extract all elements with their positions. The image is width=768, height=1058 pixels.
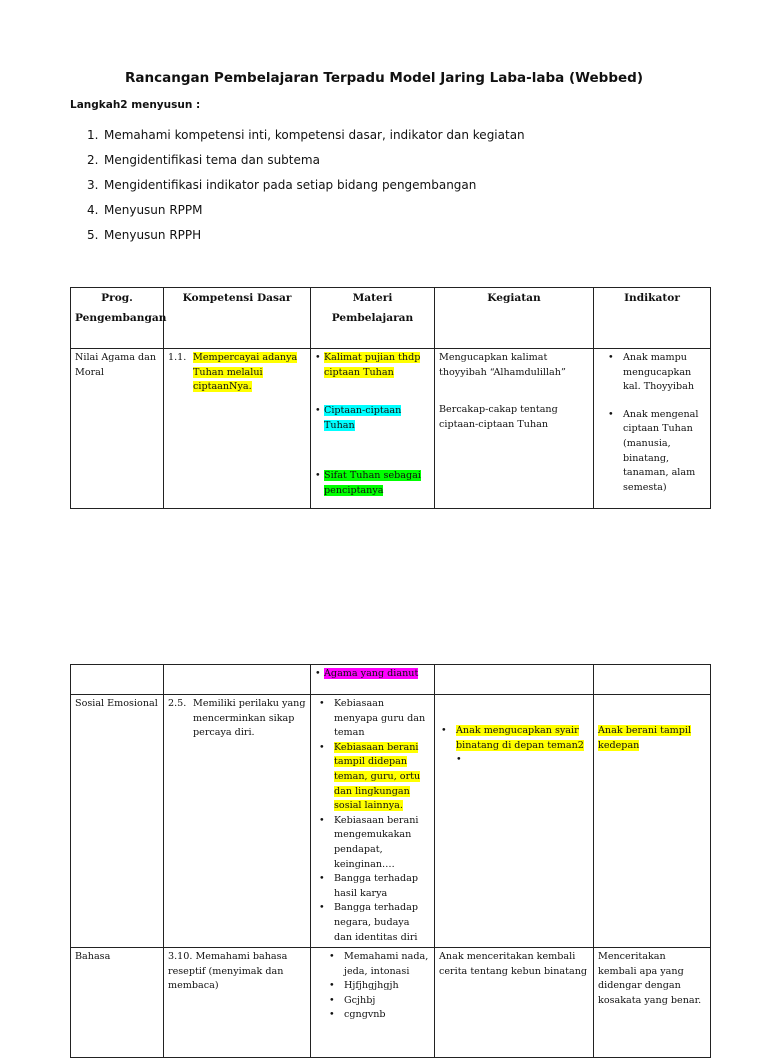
list-item: • Sifat Tuhan sebagai penciptanya xyxy=(315,470,421,496)
list-item: 3. Mengidentifikasi indikator pada setiap bidang pengembangan xyxy=(87,178,477,192)
list-item: • Bangga terhadap hasil karya xyxy=(319,873,419,899)
list-item: • Ciptaan-ciptaan Tuhan xyxy=(315,405,402,431)
cell-prog: Bahasa xyxy=(71,948,164,1058)
cell-kompetensi-dasar: 2.5. Memiliki perilaku yang mencerminkan sikap percaya diri. xyxy=(164,695,311,948)
list-item: 4. Menyusun RPPM xyxy=(87,203,203,217)
list-item: • xyxy=(456,754,462,766)
list-item: • Kebiasaan berani tampil didepan teman, guru, ortu dan lingkungan sosial lainnya. xyxy=(319,741,421,812)
list-item: 2. Mengidentifikasi tema dan subtema xyxy=(87,153,320,167)
cell-kegiatan: Mengucapkan kalimat thoyyibah “Alhamdulillah” Bercakap-cakap tentang ciptaan-ciptaan Tuhan xyxy=(435,349,594,509)
cell-indikator: Anak berani tampil kedepan xyxy=(594,695,711,948)
list-item: • Hjfjhgjhgjh xyxy=(329,980,399,992)
list-item: 5. Menyusun RPPH xyxy=(87,228,202,242)
table-row xyxy=(71,948,711,1058)
cell-indikator: Menceritakan kembali apa yang didengar dengan kosakata yang benar. xyxy=(594,948,711,1058)
list-item: • Anak mengucapkan syair binatang di depan teman2 xyxy=(441,725,584,751)
list-item: • Agama yang dianut xyxy=(315,668,419,679)
list-item: • Memahami nada, jeda, intonasi xyxy=(329,951,429,977)
cell-indikator xyxy=(594,349,711,509)
document-title: Rancangan Pembelajaran Terpadu Model Jaring Laba-laba (Webbed) xyxy=(125,70,643,86)
webbed-table-part-1 xyxy=(70,287,711,509)
table-row xyxy=(71,665,711,695)
list-item: • Kalimat pujian thdp ciptaan Tuhan xyxy=(315,352,421,378)
list-item: • Anak mampu mengucapkan kal. Thoyyibah xyxy=(608,352,695,393)
header-materi: Materi Pembelajaran xyxy=(311,288,435,349)
list-item: • Anak mengenal ciptaan Tuhan (manusia, binatang, tanaman, alam semesta) xyxy=(608,408,699,493)
cell-kegiatan: Anak menceritakan kembali cerita tentang kebun binatang xyxy=(435,948,594,1058)
table-row xyxy=(71,349,711,509)
cell-materi xyxy=(311,948,435,1058)
list-item: • Kebiasaan menyapa guru dan teman xyxy=(319,698,426,739)
cell-materi xyxy=(311,695,435,948)
list-item: • cgngvnb xyxy=(329,1009,386,1021)
header-indikator: Indikator xyxy=(594,288,711,349)
steps-list xyxy=(87,127,525,252)
header-prog: Prog. Pengembangan xyxy=(71,288,164,349)
table-header-row xyxy=(71,288,711,349)
list-item: • Kebiasaan berani mengemukakan pendapat, keinginan…. xyxy=(319,814,419,870)
cell-prog: Nilai Agama dan Moral xyxy=(71,349,164,509)
list-item: • Bangga terhadap negara, budaya dan identitas diri xyxy=(319,902,419,943)
cell-kegiatan xyxy=(435,695,594,948)
header-kegiatan: Kegiatan xyxy=(435,288,594,349)
list-item: • Gcjhbj xyxy=(329,994,376,1006)
table-row xyxy=(71,695,711,948)
list-item: 1. Memahami kompetensi inti, kompetensi dasar, indikator dan kegiatan xyxy=(87,128,525,142)
cell-kompetensi-dasar: 3.10. Memahami bahasa reseptif (menyimak dan membaca) xyxy=(164,948,311,1058)
cell-materi xyxy=(311,665,435,695)
cell-kompetensi-dasar: 1.1. Mempercayai adanya Tuhan melalui ciptaanNya. xyxy=(164,349,311,509)
steps-label: Langkah2 menyusun : xyxy=(70,99,201,111)
header-kompetensi-dasar: Kompetensi Dasar xyxy=(164,288,311,349)
cell-materi xyxy=(311,349,435,509)
webbed-table-part-2 xyxy=(70,664,711,1058)
cell-prog: Sosial Emosional xyxy=(71,695,164,948)
